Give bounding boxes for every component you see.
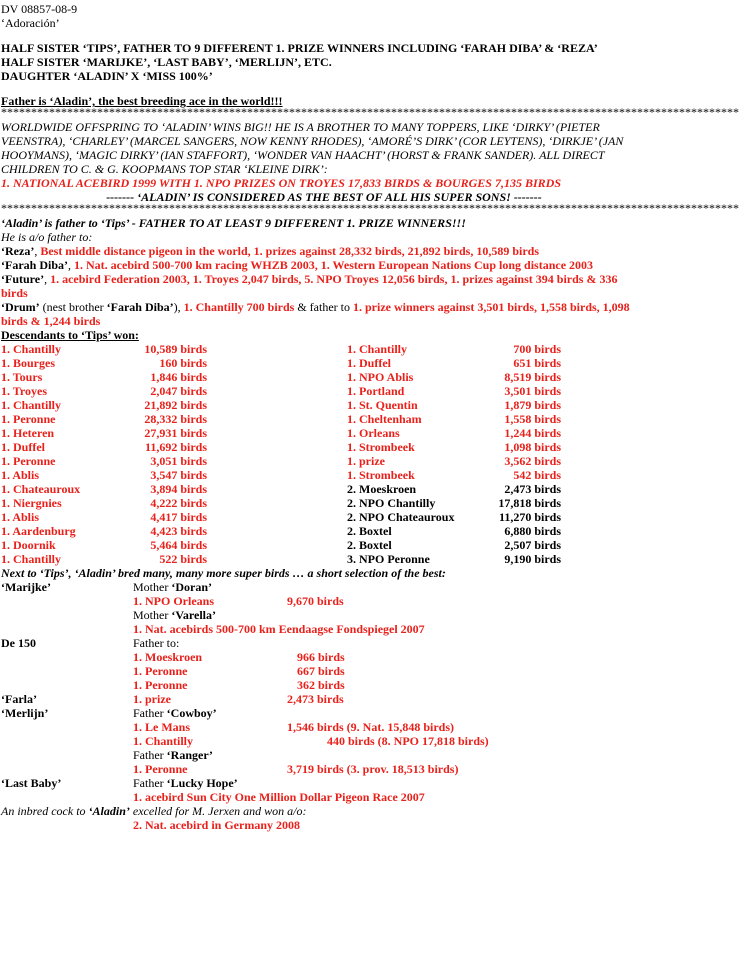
- descendant-row: [347, 440, 577, 454]
- bird-count: 27,931 birds: [144, 426, 207, 440]
- bird-name: ‘Farla’: [1, 692, 37, 706]
- parent-name: ‘Lucky Hope’: [166, 776, 238, 790]
- descendant-row: [347, 538, 577, 552]
- bird-count: 522 birds: [159, 552, 207, 566]
- parent-name: ‘Doran’: [171, 580, 212, 594]
- descendants-heading: Descendants to ‘Tips’ won:: [1, 328, 139, 342]
- race-birds: 3,719 birds (3. prov. 18,513 birds): [287, 762, 459, 776]
- race-place: 1. Ablis: [1, 510, 40, 524]
- bird-count: 160 birds: [159, 356, 207, 370]
- child-name: ‘Reza’: [1, 244, 35, 258]
- race-birds: 966 birds: [297, 650, 345, 664]
- race-place: 1. Chantilly: [1, 342, 62, 356]
- descendant-row: [347, 356, 577, 370]
- race-result: 1. Chantilly: [133, 734, 194, 748]
- race-result: 1. NPO Orleans: [133, 594, 214, 608]
- race-birds: 9,670 birds: [287, 594, 344, 608]
- bird-count: 17,818 birds: [498, 496, 561, 510]
- father-heading: Father is ‘Aladin’, the best breeding ace in the world!!!: [1, 94, 283, 108]
- race-result: 1. Nat. acebirds 500-700 km Eendaagse Fondspiegel 2007: [133, 622, 425, 636]
- race-place: 1. Strombeek: [347, 440, 415, 454]
- race-result: 1. acebird Sun City One Million Dollar Pigeon Race 2007: [133, 790, 425, 804]
- race-result: 1. Peronne: [133, 678, 188, 692]
- descendant-row: [347, 496, 577, 510]
- descendant-row: [1, 538, 221, 552]
- race-place: 2. Boxtel: [347, 538, 392, 552]
- descendant-row: [1, 370, 221, 384]
- descendant-row: [347, 426, 577, 440]
- selection-row: [1, 720, 647, 734]
- selection-row: [1, 762, 647, 776]
- bird-count: 28,332 birds: [144, 412, 207, 426]
- descendant-row: [347, 384, 577, 398]
- race-birds: 667 birds: [297, 664, 345, 678]
- race-place: 1. Peronne: [1, 412, 56, 426]
- race-place: 1. Niergnies: [1, 496, 62, 510]
- inbred-result: 2. Nat. acebird in Germany 2008: [133, 818, 300, 832]
- descendants-right-column: [347, 342, 577, 566]
- race-place: 1. Orleans: [347, 426, 400, 440]
- selection-row: [1, 734, 647, 748]
- bird-count: 1,244 birds: [504, 426, 561, 440]
- selection-row: [1, 664, 647, 678]
- race-place: 1. prize: [347, 454, 385, 468]
- parent-name: ‘Cowboy’: [166, 706, 217, 720]
- intro-line-2: HALF SISTER ‘MARIJKE’, ‘LAST BABY’, ‘MERLIJN’, ETC.: [1, 55, 332, 69]
- bird-count: 3,547 birds: [150, 468, 207, 482]
- selection-row: [1, 594, 647, 608]
- descendant-row: [347, 370, 577, 384]
- bird-count: 10,589 birds: [144, 342, 207, 356]
- bird-count: 651 birds: [513, 356, 561, 370]
- race-place: 3. NPO Peronne: [347, 552, 430, 566]
- bird-count: 9,190 birds: [504, 552, 561, 566]
- offspring-text: WORLDWIDE OFFSPRING TO ‘ALADIN’ WINS BIG!! HE IS A BROTHER TO MANY TOPPERS, LIKE ‘DIRKY’ (PIETER VEENSTRA), ‘CHARLEY’ (MARCEL SANGERS, NOW KENNY RHODES), ‘AMORÉ’S DIRK’ (COR LEYTENS), ‘DIRKJE’ (JAN HOOYMANS), ‘MAGIC DIRKY’ (IAN STAFFORT), ‘WONDER VAN HAACHT’ (HORST & FRANK SANDER). ALL DIRECT CHILDREN TO C. & G. KOOPMANS TOP STAR ‘KLEINE DIRK’:: [1, 120, 624, 176]
- race-place: 1. Chantilly: [1, 552, 62, 566]
- next-to-line: Next to ‘Tips’, ‘Aladin’ bred many, many more super birds … a short selection of the best:: [1, 566, 446, 580]
- race-place: 1. Bourges: [1, 356, 55, 370]
- parent-info: Mother ‘Varella’: [133, 608, 216, 622]
- bird-count: 11,692 birds: [144, 440, 207, 454]
- selection-row: [1, 748, 647, 762]
- document-page: [1, 2, 739, 832]
- parent-info: Father to:: [133, 636, 180, 650]
- descendant-row: [347, 468, 577, 482]
- descendant-row: [1, 426, 221, 440]
- race-place: 1. Chantilly: [1, 398, 62, 412]
- parent-info: Mother ‘Doran’: [133, 580, 212, 594]
- bird-name: De 150: [1, 636, 36, 650]
- race-place: 1. Chateauroux: [1, 482, 81, 496]
- race-result: 1. Moeskroen: [133, 650, 203, 664]
- bird-count: 2,473 birds: [504, 482, 561, 496]
- descendant-row: [1, 384, 221, 398]
- also-father-to: He is a/o father to:: [1, 230, 93, 244]
- child-future: ‘Future’, 1. acebird Federation 2003, 1. Troyes 2,047 birds, 5. NPO Troyes 12,056 birds, 1. prizes against 394 birds & 336 birds: [1, 272, 618, 300]
- bird-name: ‘Last Baby’: [1, 776, 62, 790]
- child-farah-diba: ‘Farah Diba’, 1. Nat. acebird 500-700 km racing WHZB 2003, 1. Western European Nations Cup long distance 2003: [1, 258, 594, 272]
- bird-count: 6,880 birds: [504, 524, 561, 538]
- child-drum: ‘Drum’ (nest brother ‘Farah Diba’), 1. Chantilly 700 birds & father to 1. prize winners against 3,501 birds, 1,558 birds, 1,098 birds & 1,244 birds: [1, 300, 630, 328]
- child-results: Best middle distance pigeon in the world, 1. prizes against 28,332 birds, 21,892 birds, 10,589 birds: [40, 244, 540, 258]
- bird-count: 3,562 birds: [504, 454, 561, 468]
- race-place: 1. Cheltenham: [347, 412, 422, 426]
- race-place: 1. NPO Ablis: [347, 370, 414, 384]
- bird-count: 2,507 birds: [504, 538, 561, 552]
- selection-row: [1, 692, 647, 706]
- race-place: 2. NPO Chateauroux: [347, 510, 455, 524]
- intro-line-1: HALF SISTER ‘TIPS’, FATHER TO 9 DIFFERENT 1. PRIZE WINNERS INCLUDING ‘FARAH DIBA’ & ‘REZA’: [1, 41, 598, 55]
- child-reza: ‘Reza’, Best middle distance pigeon in the world, 1. prizes against 28,332 birds, 21,892 birds, 10,589 birds: [1, 244, 540, 258]
- descendant-row: [347, 412, 577, 426]
- race-place: 1. Doornik: [1, 538, 56, 552]
- child-name: ‘Drum’: [1, 300, 40, 314]
- descendant-row: [1, 454, 221, 468]
- bird-count: 4,423 birds: [150, 524, 207, 538]
- race-place: 2. NPO Chantilly: [347, 496, 436, 510]
- selection-table: [1, 580, 647, 804]
- child-results: 1. Nat. acebird 500-700 km racing WHZB 2003, 1. Western European Nations Cup long distance 2003: [74, 258, 594, 272]
- race-birds: 1,546 birds (9. Nat. 15,848 birds): [287, 720, 455, 734]
- bird-count: 700 birds: [513, 342, 561, 356]
- descendant-row: [347, 454, 577, 468]
- descendants-table: [1, 342, 647, 566]
- race-place: 1. Troyes: [1, 384, 48, 398]
- descendant-row: [1, 496, 221, 510]
- bird-count: 1,846 birds: [150, 370, 207, 384]
- divider-stars-bottom: ***************************************************************************************************************************: [1, 201, 739, 215]
- child-name: ‘Future’: [1, 272, 45, 286]
- descendant-row: [1, 342, 221, 356]
- race-place: 2. Moeskroen: [347, 482, 417, 496]
- descendant-row: [347, 524, 577, 538]
- descendant-row: [347, 398, 577, 412]
- selection-row: [1, 776, 647, 790]
- bird-count: 3,051 birds: [150, 454, 207, 468]
- descendant-row: [1, 412, 221, 426]
- race-result: 1. Peronne: [133, 762, 188, 776]
- race-result: 1. Le Mans: [133, 720, 190, 734]
- bird-count: 3,894 birds: [150, 482, 207, 496]
- race-place: 1. Portland: [347, 384, 405, 398]
- divider-stars-top: ***************************************************************************************************************************: [1, 105, 739, 119]
- bird-count: 2,047 birds: [150, 384, 207, 398]
- descendant-row: [1, 398, 221, 412]
- bird-count: 11,270 birds: [498, 510, 561, 524]
- descendants-left-column: [1, 342, 221, 566]
- descendant-row: [1, 524, 221, 538]
- parent-info: Father ‘Cowboy’: [133, 706, 217, 720]
- bird-count: 3,501 birds: [504, 384, 561, 398]
- race-place: 1. Strombeek: [347, 468, 415, 482]
- parent-name: ‘Ranger’: [166, 748, 213, 762]
- selection-row: [1, 650, 647, 664]
- race-place: 1. Duffel: [1, 440, 45, 454]
- race-place: 1. Chantilly: [347, 342, 408, 356]
- race-place: 1. St. Quentin: [347, 398, 418, 412]
- selection-row: [1, 678, 647, 692]
- parent-info: Father ‘Lucky Hope’: [133, 776, 238, 790]
- selection-row: [1, 790, 647, 804]
- bird-count: 1,098 birds: [504, 440, 561, 454]
- bird-count: 1,879 birds: [504, 398, 561, 412]
- bird-count: 4,417 birds: [150, 510, 207, 524]
- inbred-line: An inbred cock to ‘Aladin’ excelled for M. Jerxen and won a/o:: [1, 804, 307, 818]
- race-place: 1. Duffel: [347, 356, 391, 370]
- bird-count: 21,892 birds: [144, 398, 207, 412]
- child-results: 1. acebird Federation 2003, 1. Troyes 2,047 birds, 5. NPO Troyes 12,056 birds, 1. prizes against 394 birds & 336 birds: [1, 272, 618, 300]
- offspring-highlight: 1. NATIONAL ACEBIRD 1999 WITH 1. NPO PRIZES ON TROYES 17,833 BIRDS & BOURGES 7,135 BIRDS: [1, 176, 561, 190]
- bird-count: 542 birds: [513, 468, 561, 482]
- bird-count: 4,222 birds: [150, 496, 207, 510]
- race-place: 1. Heteren: [1, 426, 55, 440]
- ring-number: DV 08857-08-9: [1, 2, 78, 16]
- descendant-row: [1, 482, 221, 496]
- race-result: 1. prize: [133, 692, 171, 706]
- parent-name: ‘Varella’: [171, 608, 216, 622]
- race-place: 1. Aardenburg: [1, 524, 76, 538]
- bird-name: ‘Marijke’: [1, 580, 51, 594]
- father-to-tips: ‘Aladin’ is father to ‘Tips’ - FATHER TO AT LEAST 9 DIFFERENT 1. PRIZE WINNERS!!!: [1, 216, 466, 230]
- descendant-row: [347, 342, 577, 356]
- race-place: 1. Tours: [1, 370, 43, 384]
- child-name: ‘Farah Diba’: [1, 258, 68, 272]
- descendant-row: [347, 482, 577, 496]
- selection-row: [1, 608, 647, 622]
- selection-row: [1, 706, 647, 720]
- descendant-row: [1, 552, 221, 566]
- intro-line-3: DAUGHTER ‘ALADIN’ X ‘MISS 100%’: [1, 69, 213, 83]
- descendant-row: [347, 510, 577, 524]
- race-birds: 362 birds: [297, 678, 345, 692]
- race-birds: 440 birds (8. NPO 17,818 birds): [327, 734, 489, 748]
- selection-row: [1, 622, 647, 636]
- parent-info: Father ‘Ranger’: [133, 748, 213, 762]
- selection-row: [1, 636, 647, 650]
- race-result: 1. Peronne: [133, 664, 188, 678]
- bird-count: 5,464 birds: [150, 538, 207, 552]
- race-place: 2. Boxtel: [347, 524, 392, 538]
- race-birds: 2,473 birds: [287, 692, 344, 706]
- descendant-row: [347, 552, 577, 566]
- considered-line: ------- ‘ALADIN’ IS CONSIDERED AS THE BEST OF ALL HIS SUPER SONS! -------: [106, 190, 542, 204]
- descendant-row: [1, 356, 221, 370]
- race-place: 1. Ablis: [1, 468, 40, 482]
- bird-name: ‘Merlijn’: [1, 706, 49, 720]
- bird-count: 8,519 birds: [504, 370, 561, 384]
- descendant-row: [1, 510, 221, 524]
- pigeon-name: ‘Adoración’: [1, 16, 60, 30]
- bird-count: 1,558 birds: [504, 412, 561, 426]
- descendant-row: [1, 440, 221, 454]
- race-place: 1. Peronne: [1, 454, 56, 468]
- descendant-row: [1, 468, 221, 482]
- selection-row: [1, 580, 647, 594]
